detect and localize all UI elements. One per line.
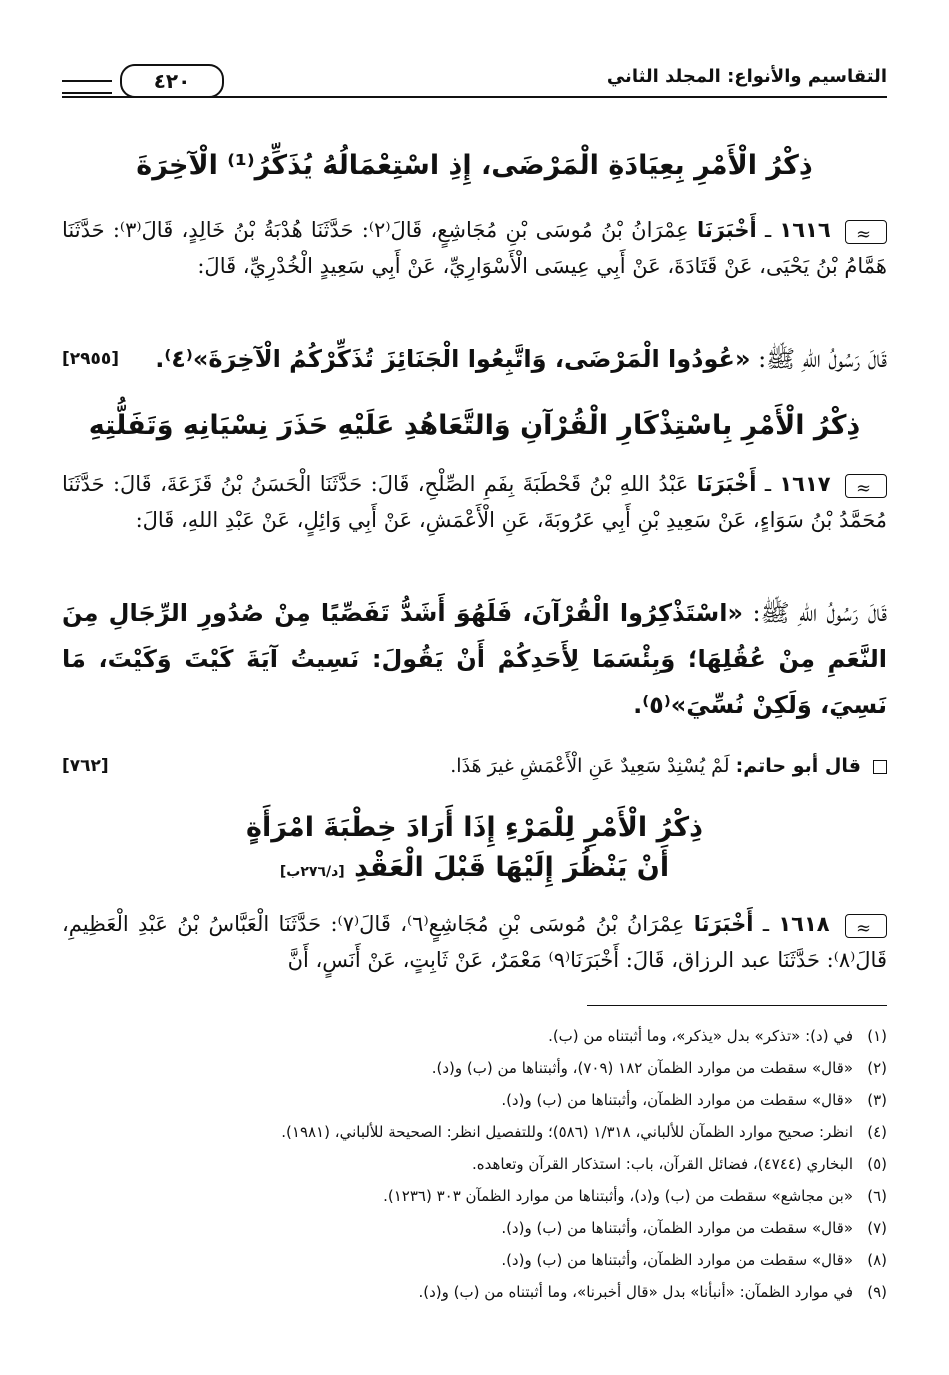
footnote-8: (٨)«قال» سقطت من موارد الظمآن، وأثبتناها من (ب) و(د).	[501, 1251, 887, 1269]
hadith-matn-1617	[62, 590, 887, 728]
hadith-isnad-1618: ≈ ١٦١٨ ـ أَخْبَرَنَا عِمْرَانُ بْنُ مُوسَى بْنِ مُجَاشِعٍ⁽٦⁾، قَالَ⁽٧⁾: حَدَّثَنَا الْعَبَّاسُ بْنُ عَبْدِ الْعَظِيمِ، قَالَ⁽٨⁾: حَدَّثَنَا عبد الرزاق، قَالَ: أَخْبَرَنَا⁽٩⁾ مَعْمَرٌ، عَنْ ثَابِتٍ، عَنْ أَنَسٍ، أَنَّ	[62, 906, 887, 978]
abu-hatim-text: لَمْ يُسْنِدْ سَعِيدٌ عَنِ الْأَعْمَشِ غيرَ هَذَا.	[450, 755, 730, 777]
book-page	[62, 0, 887, 1375]
footnote-5: (٥)البخاري (٤٧٤٤)، فضائل القرآن، باب: استذكار القرآن وتعاهده.	[471, 1155, 887, 1173]
matn-intro: قَالَ رَسُولُ اللهِ ﷺ:	[758, 345, 887, 373]
hadith-marker-icon	[845, 914, 887, 938]
isnad-text: عِمْرَانُ بْنُ مُوسَى بْنِ مُجَاشِعٍ، قَالَ⁽٢⁾: حَدَّثَنَا هُدْبَةُ بْنُ خَالِدٍ، قَالَ⁽٣⁾: حَدَّثَنَا هَمَّامُ بْنُ يَحْيَى، عَنْ قَتَادَةَ، عَنْ أَبِي عِيسَى الْأَسْوَارِيِّ، عَنْ أَبِي سَعِيدٍ الْخُدْرِيِّ، قَالَ:	[62, 218, 887, 278]
hadith-isnad-1617: ≈ ١٦١٧ ـ أَخْبَرَنَا عَبْدُ اللهِ بْنُ قَحْطَبَةَ بِفَمِ الصِّلْحِ، قَالَ: حَدَّثَنَا الْحَسَنُ بْنُ قَزَعَةَ، قَالَ: حَدَّثَنَا مُحَمَّدُ بْنُ سَوَاءٍ، عَنْ سَعِيدِ بْنِ أَبِي عَرُوبَةَ، عَنِ الْأَعْمَشِ، عَنْ أَبِي وَائِلٍ، عَنْ عَبْدِ اللهِ، قَالَ:	[62, 466, 887, 538]
isnad-text: عِمْرَانُ بْنُ مُوسَى بْنِ مُجَاشِعٍ⁽٦⁾، قَالَ⁽٧⁾: حَدَّثَنَا الْعَبَّاسُ بْنُ عَبْدِ الْعَظِيمِ، قَالَ⁽٨⁾: حَدَّثَنَا عبد الرزاق، قَالَ: أَخْبَرَنَا⁽٩⁾ مَعْمَرٌ، عَنْ ثَابِتٍ، عَنْ أَنَسٍ، أَنَّ	[62, 912, 887, 972]
akhbarana-label: أَخْبَرَنَا	[696, 218, 757, 242]
isnad-text: عَبْدُ اللهِ بْنُ قَحْطَبَةَ بِفَمِ الصِّلْحِ، قَالَ: حَدَّثَنَا الْحَسَنُ بْنُ قَزَعَةَ، قَالَ: حَدَّثَنَا مُحَمَّدُ بْنُ سَوَاءٍ، عَنْ سَعِيدِ بْنِ أَبِي عَرُوبَةَ، عَنِ الْأَعْمَشِ، عَنْ أَبِي وَائِلٍ، عَنْ عَبْدِ اللهِ، قَالَ:	[62, 472, 887, 532]
hadith-number: ١٦١٧	[779, 472, 831, 496]
matn-text: «عُودُوا الْمَرْضَى، وَاتَّبِعُوا الْجَنَائِزَ تُذَكِّرْكُمُ الْآخِرَةَ»⁽٤⁾.	[155, 345, 751, 373]
footnote-9: (٩)في موارد الظمآن: «أنبأنا» بدل «قال أخبرنا»، وما أثبتناه من (ب) و(د).	[418, 1283, 887, 1301]
abu-hatim-label: قال أبو حاتم:	[735, 755, 861, 777]
hadith-number: ١٦١٦	[779, 218, 831, 242]
section-heading-1: ذِكْرُ الْأَمْرِ بِعِيَادَةِ الْمَرْضَى، إِذِ اسْتِعْمَالُهُ يُذَكِّرُ⁽¹⁾ الْآخِرَةَ	[136, 150, 813, 181]
square-bullet-icon	[873, 760, 887, 774]
manuscript-ref: [د/٢٧٦ب]	[279, 864, 345, 880]
section-heading-2: ذِكْرُ الْأَمْرِ بِاسْتِذْكَارِ الْقُرْآنِ وَالتَّعَاهُدِ عَلَيْهِ حَذَرَ نِسْيَانِهِ وَتَفَلُّتِهِ	[88, 410, 861, 441]
cross-reference: [٢٩٥٥]	[62, 349, 120, 369]
heading-text: أَنْ يَنْظُرَ إِلَيْهَا قَبْلَ الْعَقْدِ	[354, 852, 670, 883]
section-heading-3-line-1: ذِكْرُ الْأَمْرِ لِلْمَرْءِ إِذَا أَرَادَ خِطْبَةَ امْرَأَةٍ	[246, 812, 703, 843]
header-ornament-lines	[62, 80, 112, 94]
footnote-7: (٧)«قال» سقطت من موارد الظمآن، وأثبتناها من (ب) و(د).	[501, 1219, 887, 1237]
akhbarana-label: أَخْبَرَنَا	[693, 912, 754, 936]
cross-reference: [٧٦٢]	[62, 756, 109, 776]
hadith-marker-icon	[845, 474, 887, 498]
running-title: التقاسيم والأنواع: المجلد الثاني	[606, 66, 887, 87]
page-header	[62, 62, 887, 98]
footnote-6: (٦)«بن مجاشع» سقطت من (ب) و(د)، وأثبتناها من موارد الظمآن ٣٠٣ (١٢٣٦).	[383, 1187, 887, 1205]
footnote-1: (١)في (د): «تذكر» بدل «يذكر»، وما أثبتناه من (ب).	[548, 1027, 887, 1045]
footnote-4: (٤)انظر: صحيح موارد الظمآن للألباني، ١/٣١٨ (٥٨٦)؛ وللتفصيل انظر: الصحيحة للألباني، (١٩٨١).	[281, 1123, 887, 1141]
hadith-isnad-1616: ≈ ١٦١٦ ـ أَخْبَرَنَا عِمْرَانُ بْنُ مُوسَى بْنِ مُجَاشِعٍ، قَالَ⁽٢⁾: حَدَّثَنَا هُدْبَةُ بْنُ خَالِدٍ، قَالَ⁽٣⁾: حَدَّثَنَا هَمَّامُ بْنُ يَحْيَى، عَنْ قَتَادَةَ، عَنْ أَبِي عِيسَى الْأَسْوَارِيِّ، عَنْ أَبِي سَعِيدٍ الْخُدْرِيِّ، قَالَ:	[62, 212, 887, 284]
hadith-number: ١٦١٨	[778, 912, 830, 936]
footnotes	[62, 1020, 887, 1308]
akhbarana-label: أَخْبَرَنَا	[696, 472, 757, 496]
section-heading-3-line-2	[62, 852, 887, 883]
matn-text: «اسْتَذْكِرُوا الْقُرْآنَ، فَلَهُوَ أَشَدُّ تَفَصِّيًا مِنْ صُدُورِ الرِّجَالِ مِنَ النَّعَمِ مِنْ عُقُلِهَا؛ وَبِئْسَمَا لِأَحَدِكُمْ أَنْ يَقُولَ: نَسِيتُ آيَةَ كَيْتَ وَكَيْتَ، مَا نَسِيَ، وَلَكِنْ نُسِّيَ»⁽٥⁾.	[62, 599, 887, 719]
hadith-matn-1616	[62, 336, 887, 382]
matn-intro: قَالَ رَسُولُ اللهِ ﷺ:	[752, 599, 887, 627]
footnote-separator	[587, 1005, 887, 1006]
footnote-3: (٣)«قال» سقطت من موارد الظمآن، وأثبتناها من (ب) و(د).	[501, 1091, 887, 1109]
page-number: ٤٢٠	[120, 64, 224, 98]
abu-hatim-note	[62, 748, 887, 784]
hadith-marker-icon	[845, 220, 887, 244]
footnote-2: (٢)«قال» سقطت من موارد الظمآن ١٨٢ (٧٠٩)، وأثبتناها من (ب) و(د).	[431, 1059, 887, 1077]
